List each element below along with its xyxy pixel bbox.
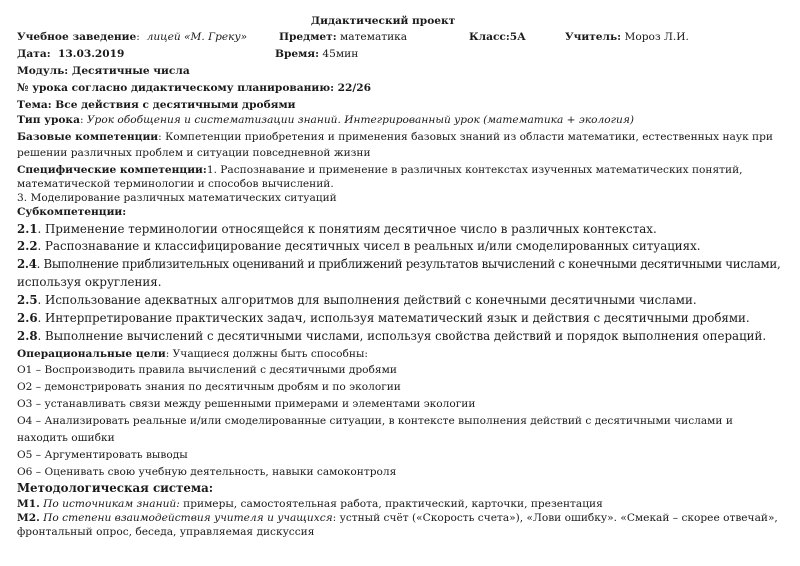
subcompetency-number: 2.6 [17, 311, 38, 325]
lesson-type-value: Урок обобщения и систематизации знаний. Интегрированный урок (математика + экология) [86, 114, 634, 126]
subcompetency-text: . Использование адекватных алгоритмов для выполнения действий с конечными десятичными числами. [37, 293, 697, 307]
subject-label: Предмет: [279, 31, 337, 43]
subcompetency-text: . Применение терминологии относящейся к понятиям десятичное число в различных контекстах. [37, 222, 657, 236]
specific-competencies-label: Специфические компетенции: [17, 164, 207, 176]
subject-field [279, 30, 407, 44]
institution-field: Учебное заведение: лицей «М. Греку» [17, 31, 248, 43]
subcompetency-item [17, 311, 750, 325]
teacher-value: Мороз Л.И. [624, 31, 689, 43]
subcompetency-item [17, 329, 766, 343]
institution-value: лицей «М. Греку» [146, 31, 248, 43]
m2-label: М2. [17, 512, 40, 524]
lesson-number-line: № урока согласно дидактическому планированию: 22/26 [17, 82, 372, 94]
subcompetency-continuation: используя округления. [17, 275, 162, 289]
date-value: 13.03.2019 [58, 48, 125, 60]
methodology-label: Методологическая система: [17, 481, 214, 495]
class-value: 5А [509, 31, 526, 43]
subcompetency-number: 2.5 [17, 293, 38, 307]
document-title: Дидактический проект [310, 15, 456, 27]
class-field [469, 30, 526, 44]
operational-goal-item: О4 – Анализировать реальные и/или смоделированные ситуации, в контексте выполнения действий с десятичными числами и [17, 415, 733, 427]
base-competencies-line1: Базовые компетенции: Компетенции приобретения и применения базовых знаний из области математики, естественных наук при [17, 131, 773, 143]
operational-goal-continuation: находить ошибки [17, 432, 115, 444]
m2-category: По степени взаимодействия учителя и учащихся [43, 512, 333, 524]
date-label: Дата: [17, 48, 51, 60]
specific-competencies-line1 [17, 163, 743, 177]
m1-label: М1. [17, 498, 40, 510]
base-competencies-line2: решении различных проблем и ситуации повседневной жизни [17, 147, 371, 159]
subject-value: математика [340, 31, 408, 43]
subcompetency-number: 2.2 [17, 239, 38, 253]
time-field [275, 47, 358, 61]
operational-goals-line [17, 347, 368, 361]
specific-competencies-line3: 3. Моделирование различных математических ситуаций [17, 192, 337, 204]
institution-label: Учебное заведение [17, 31, 137, 43]
lesson-type-label: Тип урока [17, 114, 80, 126]
m2-text: : устный счёт («Скорость счета»), «Лови ошибку». «Смекай – скорее отвечай», [332, 512, 778, 524]
base-competencies-text: Компетенции приобретения и применения базовых знаний из области математики, естественных наук при [165, 131, 773, 143]
module-line: Модуль: Десятичные числа [17, 65, 190, 77]
subcompetency-text: . Распознавание и классифицирование десятичных чисел в реальных и/или смоделированных ситуациях. [37, 239, 701, 253]
methodology-m2 [17, 511, 778, 525]
m1-category: По источникам знаний: [43, 498, 180, 510]
teacher-field [565, 30, 689, 44]
m1-text: примеры, самостоятельная работа, практический, карточки, презентация [179, 498, 603, 510]
base-competencies-label: Базовые компетенции [17, 131, 159, 143]
lesson-type-line: Тип урока: Урок обобщения и систематизации знаний. Интегрированный урок (математика + экология) [17, 114, 634, 126]
operational-goal-item: О2 – демонстрировать знания по десятичным дробям и по экологии [17, 381, 401, 393]
subcompetency-item [17, 257, 780, 271]
subcompetency-item [17, 239, 701, 253]
subcompetencies-label: Субкомпетенции: [17, 206, 127, 218]
specific-competencies-line2: математической терминологии и способов вычислений. [17, 178, 334, 190]
operational-goal-item: О1 – Воспроизводить правила вычислений с десятичными дробями [17, 364, 397, 376]
subcompetency-number: 2.1 [17, 222, 38, 236]
date-field [17, 47, 124, 61]
subcompetency-text: . Интерпретирование практических задач, используя математический язык и действия с десятичными дробями. [37, 311, 750, 325]
operational-goals-intro: : Учащиеся должны быть способны: [165, 348, 368, 360]
class-label: Класс: [469, 31, 510, 43]
topic-line: Тема: Все действия с десятичными дробями [17, 99, 296, 111]
subcompetency-text: . Выполнение вычислений с десятичными числами, используя свойства действий и порядок выполнения операций. [37, 329, 767, 343]
operational-goal-item: О5 – Аргументировать выводы [17, 449, 188, 461]
operational-goal-item: О3 – устанавливать связи между решенными примерами и элементами экологии [17, 398, 476, 410]
subcompetency-item [17, 222, 657, 236]
time-label: Время: [275, 48, 320, 60]
methodology-m2-continuation: фронтальный опрос, беседа, управляемая дискуссия [17, 526, 315, 538]
teacher-label: Учитель: [565, 31, 622, 43]
subcompetency-number: 2.4 [17, 257, 37, 271]
subcompetency-item [17, 293, 697, 307]
subcompetency-number: 2.8 [17, 329, 38, 343]
methodology-m1 [17, 497, 603, 511]
subcompetency-text: . Выполнение приблизительных оцениваний и приближений результатов вычислений с конечными десятичными числами, [36, 257, 781, 271]
time-value: 45мин [322, 48, 359, 60]
operational-goal-item: О6 – Оценивать свою учебную деятельность, навыки самоконтроля [17, 466, 397, 478]
specific-competencies-text: 1. Распознавание и применение в различных контекстах изученных математических понятий, [206, 164, 743, 176]
operational-goals-label: Операциональные цели [17, 348, 166, 360]
